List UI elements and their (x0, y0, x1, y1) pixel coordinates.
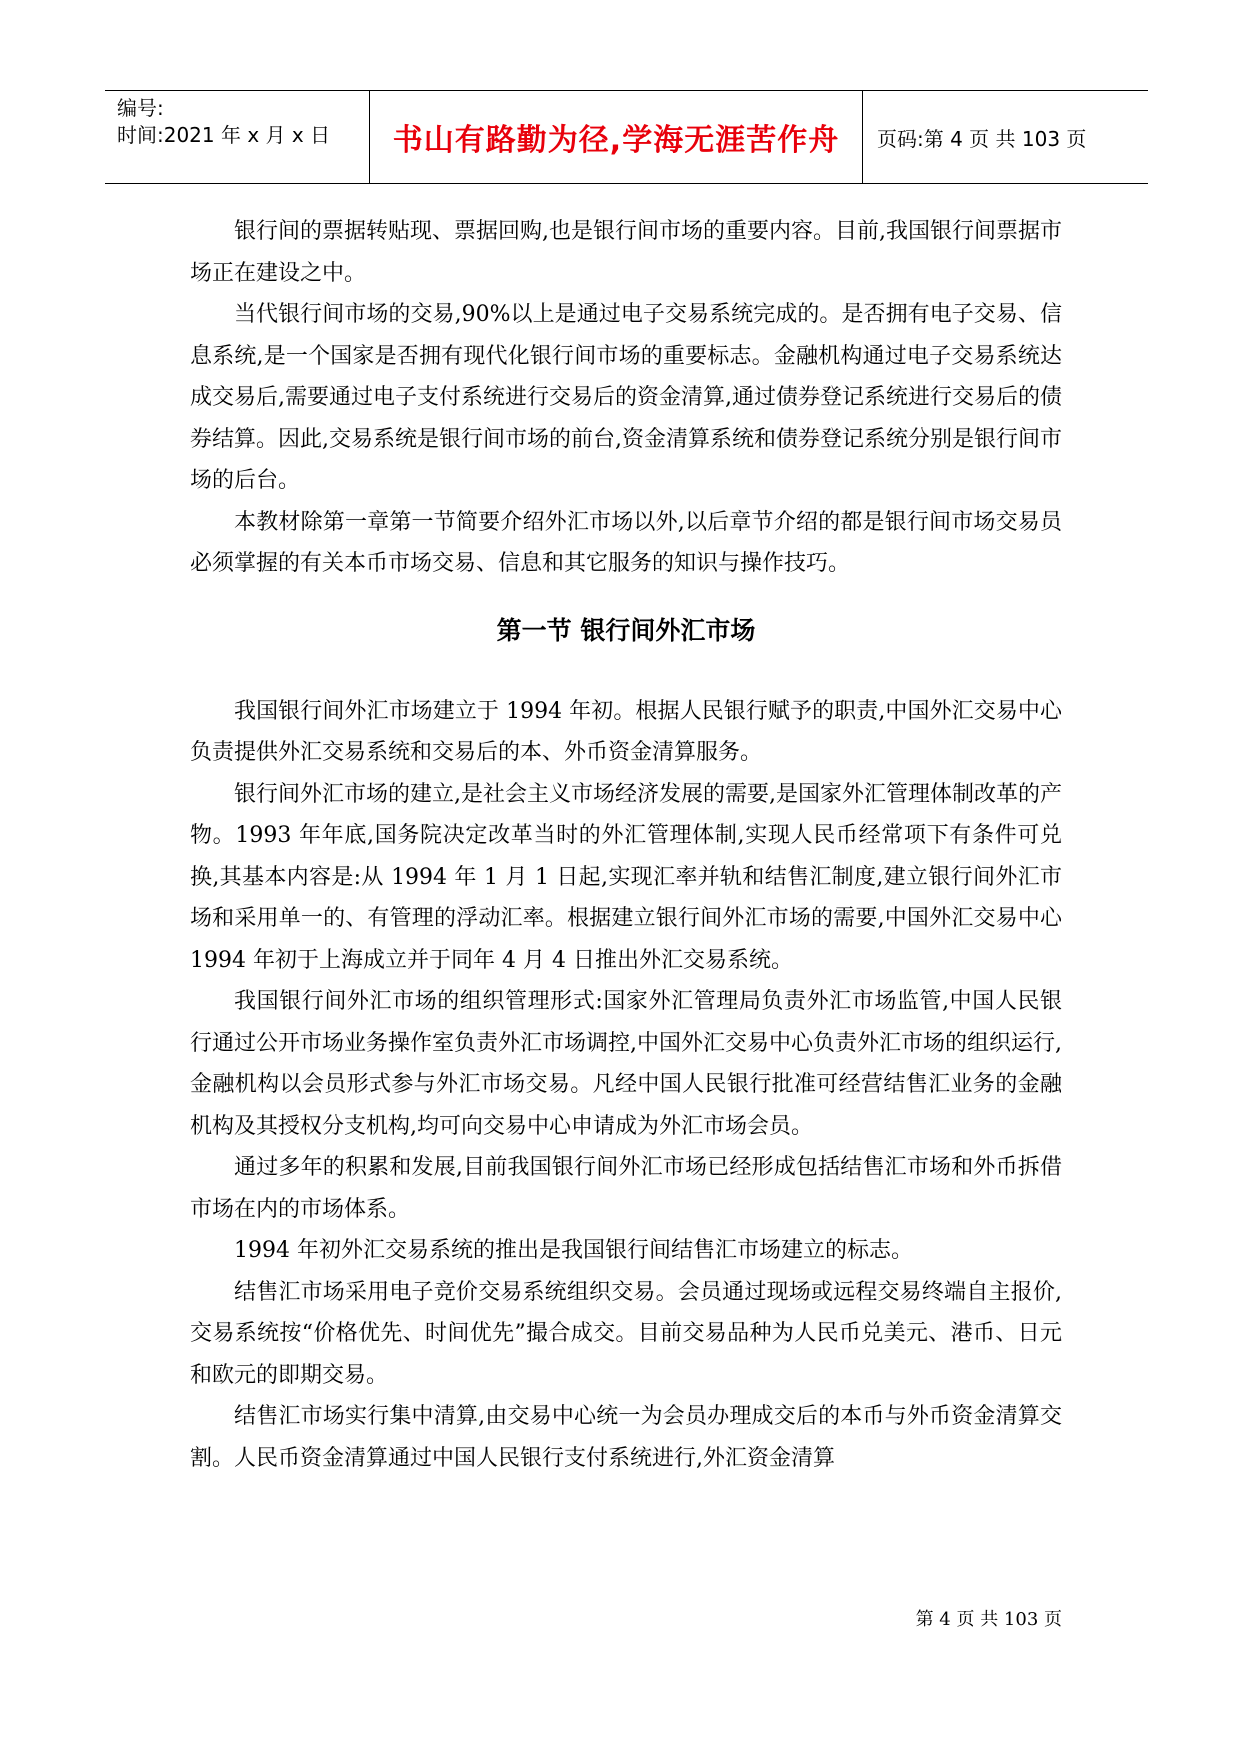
paragraph: 我国银行间外汇市场的组织管理形式:国家外汇管理局负责外汇市场监管,中国人民银行通过公开市场业务操作室负责外汇市场调控,中国外汇交易中心负责外汇市场的组织运行,金融机构以会员形式参与外汇市场交易。凡经中国人民银行批准可经营结售汇业务的金融机构及其授权分支机构,均可向交易中心申请成为外汇市场会员。 (190, 989, 1062, 1139)
document-body (190, 211, 1062, 1479)
paragraph: 银行间的票据转贴现、票据回购,也是银行间市场的重要内容。目前,我国银行间票据市场正在建设之中。 (190, 219, 1062, 286)
paragraph: 通过多年的积累和发展,目前我国银行间外汇市场已经形成包括结售汇市场和外币拆借市场在内的市场体系。 (190, 1155, 1062, 1222)
section-heading: 第一节 银行间外汇市场 (496, 615, 756, 645)
document-number-label: 编号: (117, 96, 164, 120)
document-time-label: 时间:2021 年 x 月 x 日 (117, 123, 331, 147)
paragraph: 结售汇市场采用电子竞价交易系统组织交易。会员通过现场或远程交易终端自主报价,交易系统按“价格优先、时间优先”撮合成交。目前交易品种为人民币兑美元、港币、日元和欧元的即期交易。 (190, 1279, 1062, 1388)
page-header (105, 90, 1148, 184)
paragraph: 银行间外汇市场的建立,是社会主义市场经济发展的需要,是国家外汇管理体制改革的产物。1993 年年底,国务院决定改革当时的外汇管理体制,实现人民币经常项下有条件可兑换,其基本内容是:从 1994 年 1 月 1 日起,实现汇率并轨和结售汇制度,建立银行间外汇市场和采用单一的、有管理的浮动汇率。根据建立银行间外汇市场的需要,中国外汇交易中心 1994 年初于上海成立并于同年 4 月 4 日推出外汇交易系统。 (190, 781, 1062, 973)
header-motto: 书山有路勤为径,学海无涯苦作舟 (370, 91, 863, 183)
paragraph: 我国银行间外汇市场建立于 1994 年初。根据人民银行赋予的职责,中国外汇交易中心负责提供外汇交易系统和交易后的本、外币资金清算服务。 (190, 698, 1062, 765)
header-page-number: 页码:第 4 页 共 103 页 (877, 126, 1087, 151)
page-footer: 第 4 页 共 103 页 (915, 1609, 1062, 1630)
paragraph: 结售汇市场实行集中清算,由交易中心统一为会员办理成交后的本币与外币资金清算交割。人民币资金清算通过中国人民银行支付系统进行,外汇资金清算 (190, 1404, 1062, 1471)
paragraph: 当代银行间市场的交易,90%以上是通过电子交易系统完成的。是否拥有电子交易、信息系统,是一个国家是否拥有现代化银行间市场的重要标志。金融机构通过电子交易系统达成交易后,需要通过电子支付系统进行交易后的资金清算,通过债券登记系统进行交易后的债券结算。因此,交易系统是银行间市场的前台,资金清算系统和债券登记系统分别是银行间市场的后台。 (190, 302, 1062, 493)
paragraph: 1994 年初外汇交易系统的推出是我国银行间结售汇市场建立的标志。 (234, 1238, 913, 1263)
paragraph: 本教材除第一章第一节简要介绍外汇市场以外,以后章节介绍的都是银行间市场交易员必须掌握的有关本币市场交易、信息和其它服务的知识与操作技巧。 (190, 509, 1062, 576)
header-meta (105, 91, 370, 183)
